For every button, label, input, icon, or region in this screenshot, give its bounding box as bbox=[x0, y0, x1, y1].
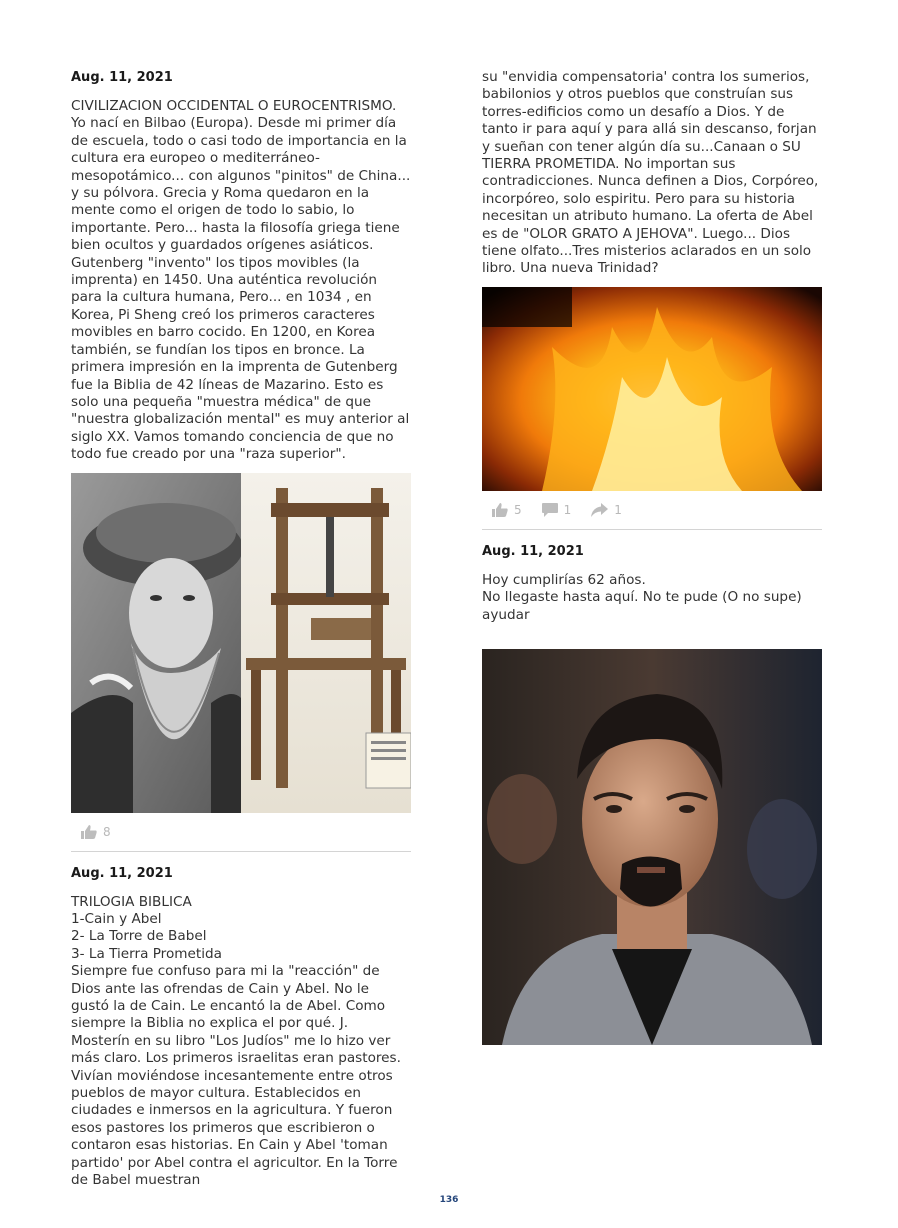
like-count: 5 bbox=[514, 502, 522, 517]
post-date: Aug. 11, 2021 bbox=[71, 865, 173, 881]
post-trilogia-biblica bbox=[71, 866, 411, 1190]
fire-illustration bbox=[482, 287, 822, 491]
post-date: Aug. 11, 2021 bbox=[482, 543, 584, 559]
post-text: TRILOGIA BIBLICA 1-Cain y Abel 2- La Torre de Babel 3- La Tierra Prometida Siempre fue confuso para mi la "reacción" de Dios ante las ofrendas de Cain y Abel. No le gustó la de Cain. Le encantó la de Abel. Como siempre la Biblia no explica el por qué. J. Mosterín en su libro "Los Judíos" me lo hizo ver más claro. Los primeros israelitas eran pastores. Vivían moviéndose incesantemente entre otros pueblos de mayor cultura. Establecidos en ciudades e inmersos en la agricultura. Y fueron esos pastores los primeros que escribieron o contaron esas historias. En Cain y Abel 'toman partido' por Abel contra el agricultor. En la Torre de Babel muestran bbox=[71, 893, 401, 1189]
post-actions bbox=[482, 491, 822, 530]
post-text: CIVILIZACION OCCIDENTAL O EUROCENTRISMO. Yo nací en Bilbao (Europa). Desde mi primer día de escuela, todo o casi todo de importancia en la cultura era europeo o mediterráneo-mesopotámico... con algunos "pinitos" de China... y su pólvora. Grecia y Roma quedaron en la mente como el origen de todo lo sabio, lo importante. Pero... hasta la filosofía griega tiene bien ocultos y guardados orígenes asiáticos. Gutenberg "invento" los tipos movibles (la imprenta) en 1450. Una auténtica revolución para la cultura humana, Pero... en 1034 , en Korea, Pi Sheng creó los primeros caracteres movibles en barro cocido. En 1200, en Korea también, se fundían los tipos en bronce. La primera impresión en la imprenta de Gutenberg fue la Biblia de 42 líneas de Mazarino. Esto es solo una pequeña "muestra médica" de que "nuestra globalización mental" es muy anterior al siglo XX. Vamos tomando conciencia de que no todo fue creado por una "raza superior". bbox=[71, 98, 411, 463]
post-birthday bbox=[482, 544, 822, 1045]
post-actions bbox=[71, 813, 411, 852]
like-count: 8 bbox=[103, 824, 111, 839]
post-text-continuation: su "envidia compensatoria' contra los sumerios, babilonios y otros pueblos que construían sus torres-edificios como un desafío a Dios. Y de tanto ir para aquí y para allá sin descanso, forjan y sueñan con tener algún día su...Canaan o SU TIERRA PROMETIDA. No importan sus contradicciones. Nunca definen a Dios, Corpóreo, incorpóreo, solo espiritu. Pero para su historia necesitan un atributo humano. La oferta de Abel es de "OLOR GRATO A JEHOVA". Luego... Dios tiene olfato...Tres misterios aclarados en un solo libro. Una nueva Trinidad? bbox=[482, 69, 819, 277]
post-eurocentrismo bbox=[71, 70, 411, 852]
gutenberg-press-illustration bbox=[71, 473, 411, 813]
page-number: 136 bbox=[439, 1195, 459, 1205]
left-column bbox=[71, 70, 411, 1203]
post-date: Aug. 11, 2021 bbox=[71, 70, 173, 85]
comment-button[interactable] bbox=[542, 503, 572, 517]
post-trilogia-biblica-continued bbox=[482, 69, 822, 530]
comment-icon bbox=[542, 503, 558, 517]
fire-image[interactable] bbox=[482, 287, 822, 491]
comment-count: 1 bbox=[563, 502, 572, 517]
like-button[interactable] bbox=[492, 503, 522, 517]
share-button[interactable] bbox=[591, 503, 622, 517]
share-icon bbox=[591, 503, 608, 517]
like-button[interactable] bbox=[81, 825, 111, 839]
thumbs-up-icon bbox=[492, 503, 508, 517]
right-column bbox=[482, 70, 822, 1059]
portrait-photo[interactable] bbox=[482, 649, 822, 1045]
post-text: Hoy cumplirías 62 años. No llegaste hasta aquí. No te pude (O no supe) ayudar bbox=[482, 571, 802, 623]
share-count: 1 bbox=[614, 502, 622, 517]
gutenberg-press-image[interactable] bbox=[71, 473, 411, 813]
man-portrait-illustration bbox=[482, 649, 822, 1045]
thumbs-up-icon bbox=[81, 825, 97, 839]
